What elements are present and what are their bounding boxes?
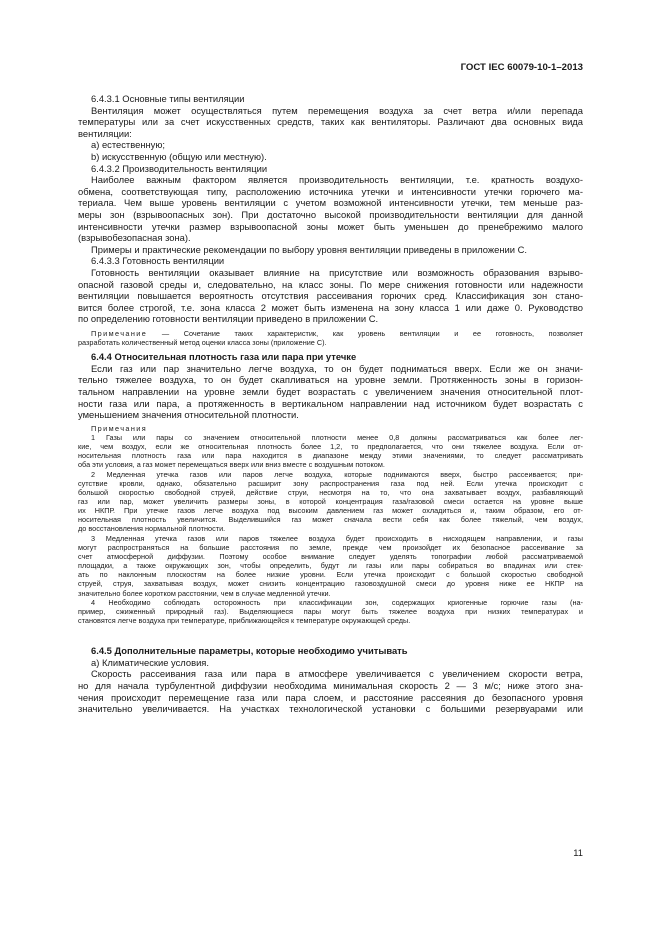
text-line: Скорость рассеивания газа или пара в атмосфере увеличивается с увеличением скорости ветра, (91, 668, 583, 680)
note-line: становятся легче воздуха при температуре, приближающейся к температуре окружающей среды. (78, 616, 411, 626)
text-line: Если газ или пар значительно легче воздуха, то он будет подниматься вверх. Если же он значи- (91, 362, 583, 374)
heading-6-4-3-2: 6.4.3.2 Производительность вентиляции (91, 162, 268, 174)
note-label: Примечание (91, 328, 148, 338)
text-line: но для начала турбулентной диффузии необходима минимальная скорость 2 — 3 м/с; ниже этого зна- (78, 679, 583, 691)
text-line: Наиболее важным фактором является производительность вентиляции, т.е. кратность воздухо- (91, 174, 583, 186)
text-line: опасной газовой среды и, следовательно, на класс зоны. По мере снижения готовности или надежности (78, 278, 583, 290)
notes-label: Примечания (91, 423, 148, 433)
note-line: газ или пар, может увеличить размеры зоны, в которой концентрация газа/газовой смеси остается на уровне выше (78, 497, 583, 506)
text-line: Готовность вентиляции оказывает влияние на присутствие или возможность образования взрыво- (91, 266, 583, 278)
heading-6-4-3-1: 6.4.3.1 Основные типы вентиляции (91, 93, 245, 104)
note-line: до восстановления нормальной плотности. (78, 524, 226, 534)
note-line: струей, струя, захватывая воздух, может снизить концентрацию газовоздушной смеси до уровня ниже ее НКПР на (78, 579, 583, 589)
note-line: сутствие кровли, однако, обязательно расширит зону распространения газа под ней. Если утечка происходит с (78, 478, 583, 488)
note-line: площадки, а также окружающих зон, чтобы определить, будут ли газы или пары собираться во впадинах или стек- (78, 561, 583, 571)
text-line: (взрывобезопасная зона). (78, 232, 191, 244)
list-item: a) Климатические условия. (91, 656, 209, 668)
note-line: разработать количественный метод оценки класса зоны (приложение С). (78, 338, 327, 348)
note-line: 2 Медленная утечка газов или паров легче воздуха, которые поднимаются вверх, быстро рассеивается; при- (91, 469, 583, 479)
note-line: большой скоростью свободной струей, действие струи, несмотря на то, что она захватывает воздух, разбавляющий (78, 487, 583, 497)
text-line: Вентиляция может осуществляться путем перемещения воздуха за счет ветра и/или перепада (91, 104, 583, 116)
note-line: Примечание — Сочетание таких характеристик, как уровень вентиляции и ее готовность, позволяет (91, 328, 583, 338)
note-line: ать по наклонным плоскостям на более низкие уровни. Если утечка происходит с большой скоростью свободной (78, 570, 583, 580)
text-line: териала. Чем выше уровень вентиляции с учетом возможной интенсивности утечки, тем меньше раз- (78, 197, 583, 209)
document-body (78, 93, 583, 715)
text-line: тельно тяжелее воздуха, то он будет скапливаться на уровне земли. Протяженность зоны в горизон- (78, 374, 583, 386)
text-line: меры зон (взрывоопасных зон). При достаточно высокой производительности вентиляции для данной (78, 208, 583, 220)
text-line: интенсивности утечки размер взрывоопасной зоны может быть уменьшен до пренебрежимо малого (78, 220, 583, 232)
note-line: счет атмосферной диффузии. Поэтому особое внимание следует уделять топографии любой рассматриваемой (78, 551, 583, 561)
note-line: их НКПР. При утечке газов легче воздуха под высоким давлением газ может охладиться и, таким образом, его от- (78, 506, 583, 516)
text-line: вится более строгой, т.е. зона класса 2 может быть изменена на зону класса 1 или даже 0. Руководство (78, 301, 583, 313)
note-line: могут распространяться на большие расстояния по земле, прежде чем произойдет их безопасное рассеивание за (78, 542, 583, 552)
list-item: a) естественную; (91, 139, 165, 151)
text-line: обмена, соответствующая типу, расположению источника утечки и интенсивности утечки горючего ма- (78, 185, 583, 197)
text-line: значительно увеличивается. На участках технологической установки с большими резервуарами или (78, 703, 583, 715)
text-line: вентиляции: (78, 127, 132, 139)
heading-6-4-5: 6.4.5 Дополнительные параметры, которые необходимо учитывать (91, 645, 408, 657)
note-line: 3 Медленная утечка газов или паров тяжелее воздуха будет происходить в нисходящем направлении, и газы (91, 533, 583, 543)
heading-6-4-4: 6.4.4 Относительная плотность газа или пара при утечке (91, 351, 357, 363)
text-line: уменьшением значения относительной плотности. (78, 409, 299, 421)
note-line: носительная плотность увеличится. Выделившийся газ может сначала вести себя как более тяжелый, чем воздух, (78, 515, 583, 525)
text-line: вентиляции повышается вероятность отсутствия рассеивания горючих сред. Классификация зон стано- (78, 290, 583, 302)
standard-header: ГОСТ IEC 60079-10-1–2013 (460, 62, 583, 73)
page-number: 11 (573, 847, 583, 858)
note-line: 4 Необходимо соблюдать осторожность при классификации зон, содержащих криогенные горючие газы (на- (91, 597, 583, 607)
text-line: чения происходит перемещение газа или пара слоем, и расстояние рассеяния до безопасного уровня (78, 691, 583, 703)
heading-6-4-3-3: 6.4.3.3 Готовность вентиляции (91, 255, 225, 267)
note-line: пример, сжиженный природный газ). Выделяющиеся пары могут быть тяжелее воздуха при низких температурах и (78, 606, 583, 616)
text-line: ности газа или пара, а протяженность в вертикальном направлении над источником будет возрастать с (78, 397, 583, 409)
text-line: температуры или за счет искусственных средств, таких как вентиляторы. Различают два основных вида (78, 116, 583, 128)
text-line: Примеры и практические рекомендации по выбору уровня вентиляции приведены в приложении С. (91, 243, 528, 255)
note-line: значительно более коротком расстоянии, чем в случае медленной утечки. (78, 588, 331, 598)
text-line: тальном направлении на уровне земли будет возрастать с увеличением значения относительной плот- (78, 385, 583, 397)
list-item: b) искусственную (общую или местную). (91, 150, 267, 162)
note-line: 1 Газы или пары со значением относительной плотности менее 0,8 должны рассматриваться как более лег- (91, 432, 583, 442)
note-line: кие, чем воздух, если же относительная плотность более 1,2, то предполагается, что они тяжелее воздуха. Если от- (78, 442, 583, 452)
text-line: по определению готовности вентиляции приведено в приложении С. (78, 313, 379, 325)
note-line: носительная плотность газа или пара находится в диапазоне между этими значениями, то следует рассматривать (78, 451, 583, 461)
note-line: оба эти условия, а газ может перемещаться вверх или вниз вместе с воздушным потоком. (78, 460, 385, 470)
